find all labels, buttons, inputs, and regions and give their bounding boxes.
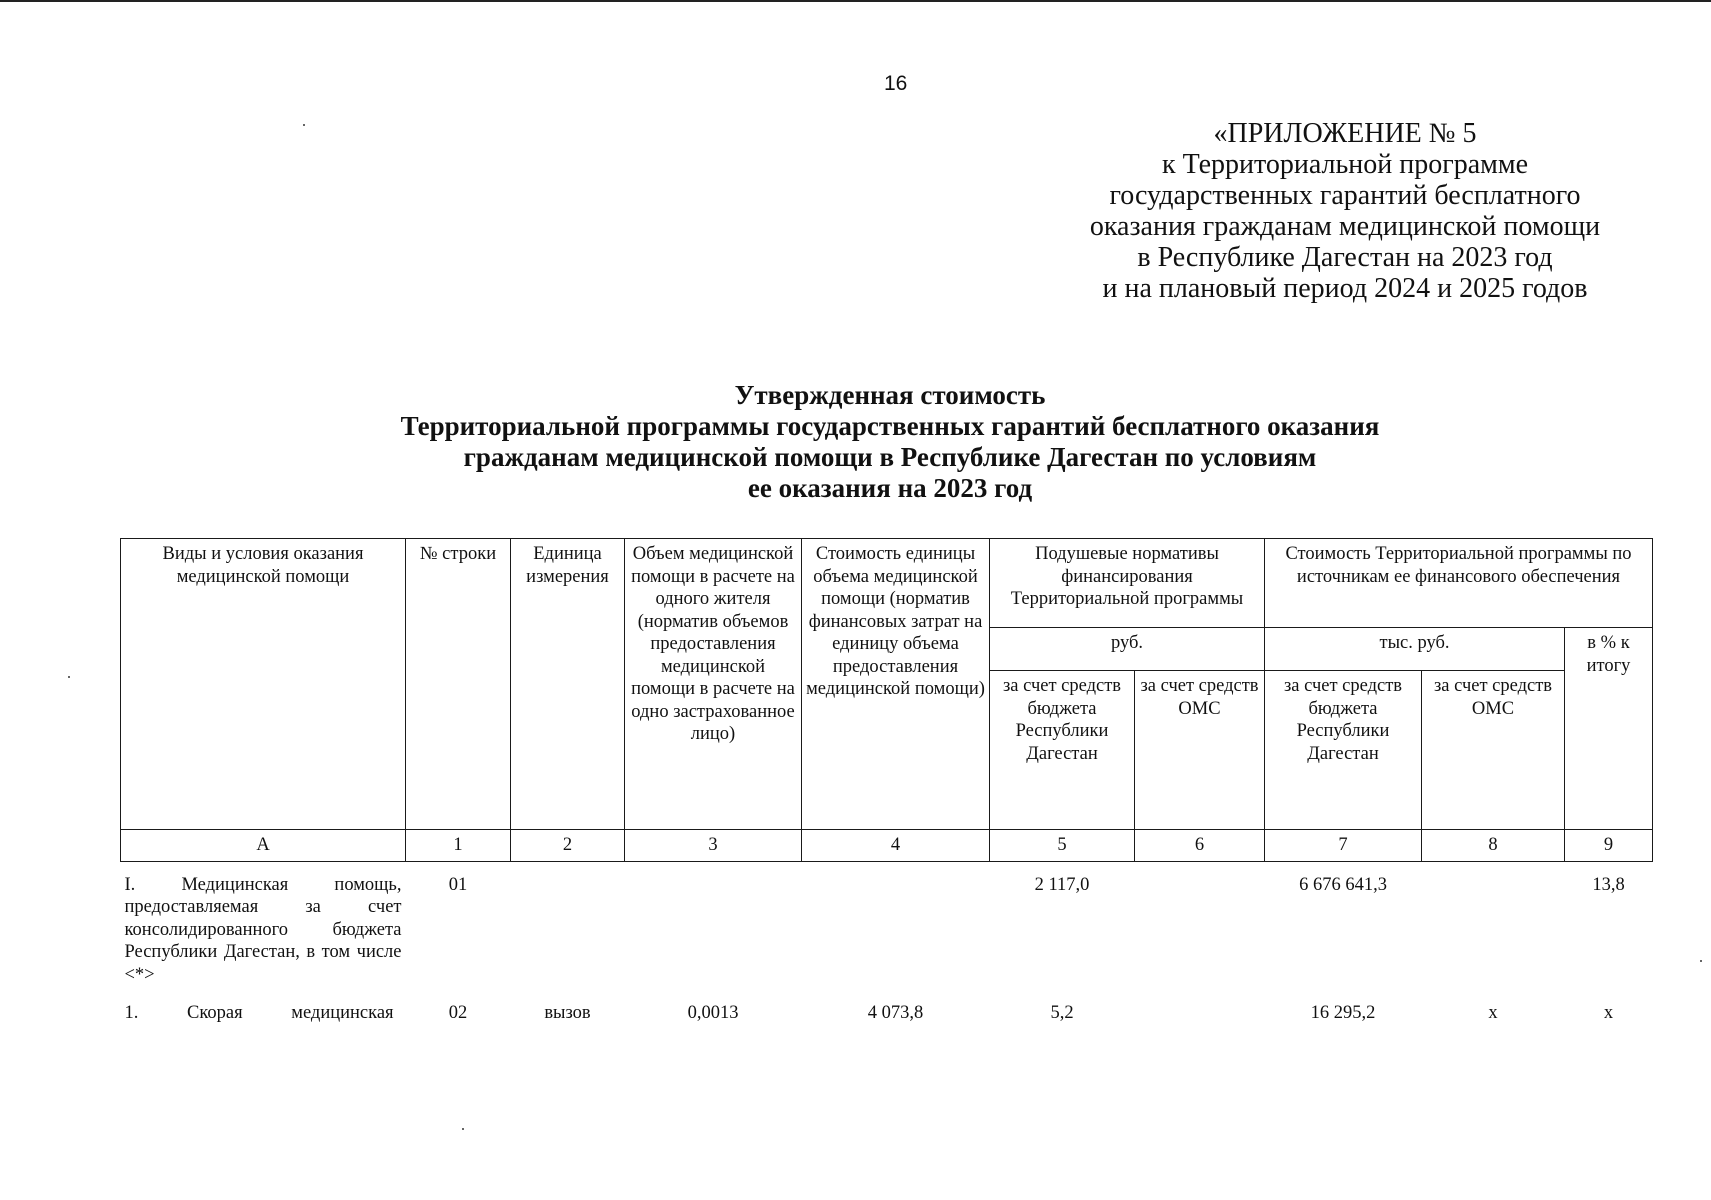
col-index: 8 [1422,830,1565,862]
scan-speck [462,1128,464,1130]
col-index: 5 [990,830,1135,862]
title-line: ее оказания на 2023 год [747,473,1033,503]
col-index: 2 [511,830,625,862]
page-top-edge [0,0,1711,2]
header-types-conditions: Виды и условия оказания медицинской помощи [121,539,406,830]
col-index: 4 [802,830,990,862]
annex-line: оказания гражданам медицинской помощи [1089,211,1601,242]
col-index: 1 [406,830,511,862]
header-per-capita-oms: за счет средств ОМС [1135,671,1265,830]
row-unit: вызов [544,1003,591,1023]
table-row [121,861,1653,990]
header-thous-rub: тыс. руб. [1265,628,1565,671]
row-name: 1. Скорая медицинская [124,1003,394,1023]
row-percent: х [1603,1003,1614,1023]
annex-line: к Территориальной программе [1161,149,1529,180]
row-cost-budget: 16 295,2 [1310,1003,1376,1023]
annex-line: государственных гарантий бесплатного [1109,180,1581,211]
row-percent: 13,8 [1592,874,1625,895]
row-per-capita-budget: 5,2 [1050,1003,1074,1023]
row-volume: 0,0013 [687,1003,739,1023]
row-name: I. Медицинская помощь, предоставляемая за счет консолидированного бюджета Республики Дагестан, в том числе <*> [124,874,402,985]
row-per-capita-oms [1135,861,1265,990]
header-percent-total: в % к итогу [1565,628,1653,830]
title-line: гражданам медицинской помощи в Республике Дагестан по условиям [463,442,1317,472]
title-line: Территориальной программы государственных гарантий бесплатного оказания [400,411,1380,441]
col-index: 7 [1265,830,1422,862]
header-per-capita-group: Подушевые нормативы финансирования Территориальной программы [990,539,1265,628]
column-index-row [121,830,1653,862]
row-per-capita-budget: 2 117,0 [1034,874,1090,895]
row-volume [625,861,802,990]
scan-speck [68,676,70,678]
header-unit-cost: Стоимость единицы объема медицинской помощи (норматив финансовых затрат на единицу объема предоставления медицинской помощи) [802,539,990,830]
header-row-number: № строки [406,539,511,830]
header-unit: Единица измерения [511,539,625,830]
col-index: 9 [1565,830,1653,862]
col-index: 6 [1135,830,1265,862]
row-cost-budget: 6 676 641,3 [1299,874,1387,895]
header-volume: Объем медицинской помощи в расчете на одного жителя (норматив объемов предоставления медицинской помощи в расчете на одно застрахованное лицо) [625,539,802,830]
cost-table [120,538,1653,1029]
row-unit-cost: 4 073,8 [867,1003,924,1023]
annex-line: «ПРИЛОЖЕНИЕ № 5 [1213,118,1477,149]
row-unit-cost [802,861,990,990]
annex-line: и на плановый период 2024 и 2025 годов [1102,273,1588,304]
header-program-cost-group: Стоимость Территориальной программы по источникам ее финансового обеспечения [1265,539,1653,628]
col-index: 3 [625,830,802,862]
row-number: 02 [448,1003,468,1023]
annex-heading [1045,118,1645,304]
row-cost-oms [1422,861,1565,990]
row-number: 01 [448,874,468,895]
header-per-capita-budget: за счет средств бюджета Республики Дагестан [990,671,1135,830]
header-cost-budget: за счет средств бюджета Республики Дагестан [1265,671,1422,830]
annex-line: в Республике Дагестан на 2023 год [1137,242,1553,273]
header-rub: руб. [990,628,1265,671]
page-number: 16 [884,72,908,95]
row-cost-oms: х [1488,1003,1498,1023]
table-row [121,990,1653,1029]
title-line: Утвержденная стоимость [734,380,1046,410]
scan-speck [1700,960,1702,962]
document-title [260,380,1520,504]
col-index: А [121,830,406,862]
row-unit [511,861,625,990]
row-per-capita-oms [1135,990,1265,1029]
scan-speck [303,124,305,126]
header-cost-oms: за счет средств ОМС [1422,671,1565,830]
